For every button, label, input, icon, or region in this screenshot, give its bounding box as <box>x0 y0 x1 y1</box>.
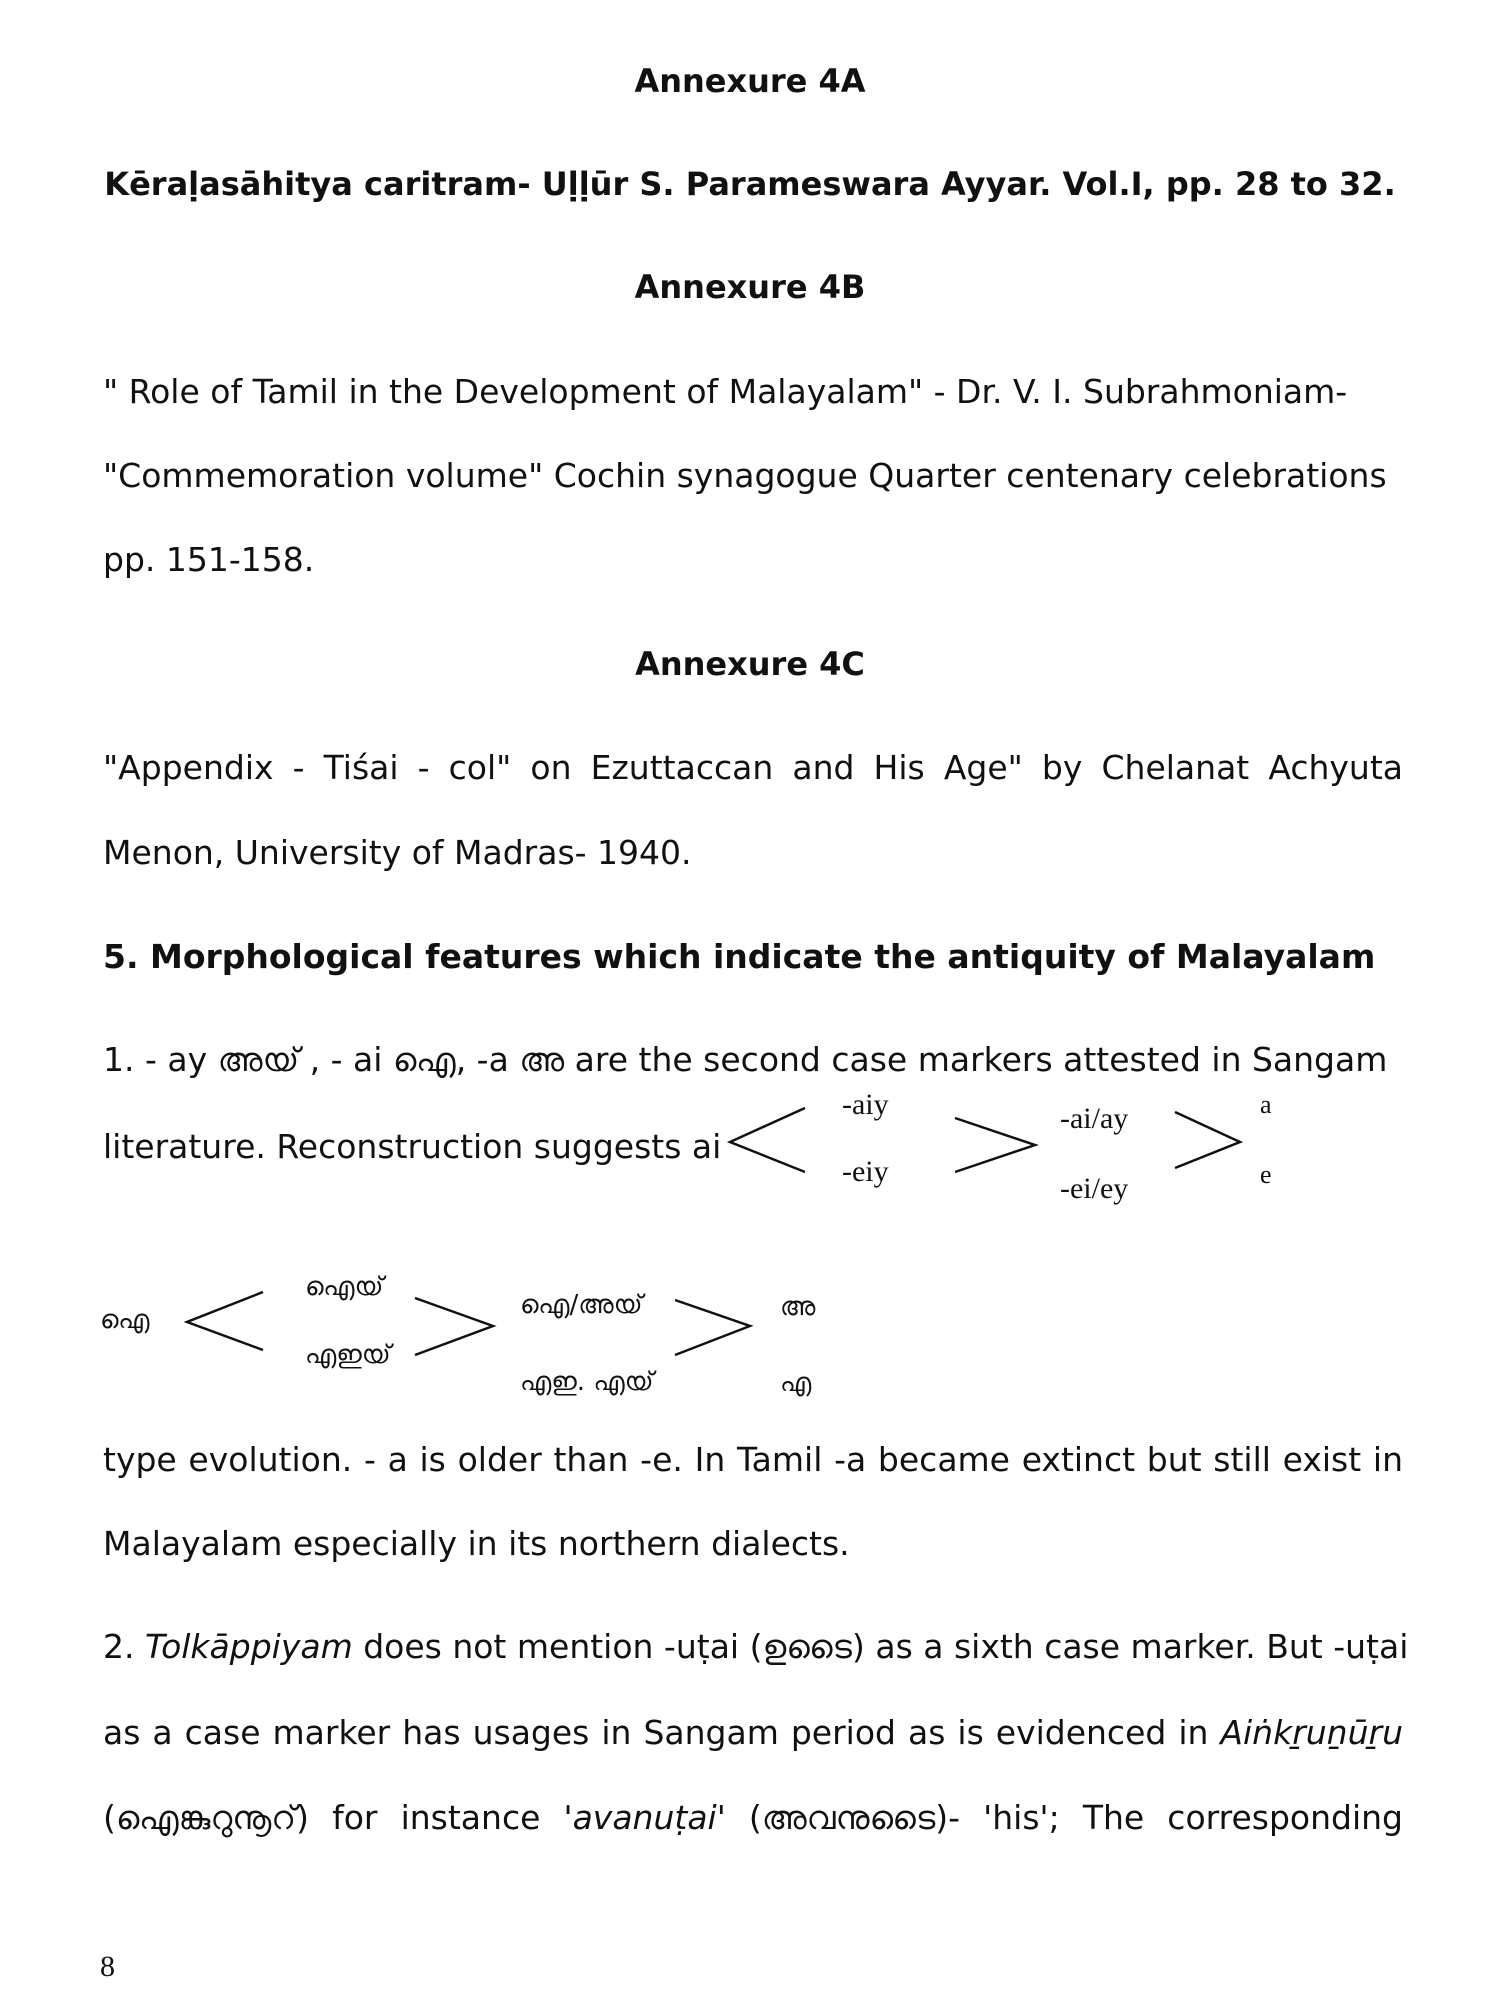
diagram-mal-upper-1: ഐയ് <box>305 1272 384 1302</box>
paragraph-2-line-3-rest: (അവനുടൈ)- 'his'; The corresponding <box>725 1798 1403 1837</box>
diagram-mal-final-e: എ <box>780 1368 812 1398</box>
paragraph-2-line-2-start: as a case marker has usages in Sangam period as is evidenced in <box>103 1713 1221 1752</box>
annexure-4a-heading: Annexure 4A <box>634 62 866 100</box>
tolkappiyam-title: Tolkāppiyam <box>144 1627 353 1666</box>
paragraph-2-line-2 <box>103 1713 1403 1752</box>
diagram-ai-ay: -ai/ay <box>1060 1102 1129 1135</box>
annexure-4c-heading: Annexure 4C <box>635 645 865 683</box>
section-5-heading: 5. Morphological features which indicate the antiquity of Malayalam <box>103 937 1376 976</box>
diagram-mal-final-a: അ <box>780 1292 816 1322</box>
malayalam-branch-2 <box>415 1298 493 1355</box>
paragraph-2-number: 2. <box>103 1627 145 1666</box>
diagram-ei-ey: -ei/ey <box>1060 1172 1129 1205</box>
diagram-mal-root: ഐ <box>100 1305 150 1335</box>
annexure-4b-line-2: "Commemoration volume" Cochin synagogue Quarter centenary celebrations <box>103 456 1387 495</box>
ainkurunuru-title: Aiṅkṟuṉūṟu <box>1220 1713 1403 1752</box>
diagram-mal-lower-1: എഇയ് <box>305 1340 391 1370</box>
diagram-mal-upper-2: ഐ/അയ് <box>520 1290 643 1320</box>
paragraph-1-line-4: Malayalam especially in its northern dialects. <box>103 1524 850 1563</box>
paragraph-1-line-3: type evolution. - a is older than -e. In Tamil -a became extinct but still exist in <box>103 1440 1403 1479</box>
paragraph-1-line-1: 1. - ay അയ് , - ai ഐ, -a അ are the second case markers attested in Sangam <box>103 1040 1388 1079</box>
diagram-final-a: a <box>1260 1090 1272 1119</box>
paragraph-2-line-3-start: (ഐങ്കുറുനൂറ്) for instance <box>103 1798 564 1837</box>
annexure-4a-citation: Kēraḷasāhitya caritram- Uḷḷūr S. Parameswara Ayyar. Vol.I, pp. 28 to 32. <box>104 165 1396 203</box>
diagram-mal-lower-2: എഇ. എയ് <box>520 1367 654 1397</box>
annexure-4c-line-2: Menon, University of Madras- 1940. <box>103 833 692 872</box>
avanutai-term: 'avanuṭai' <box>563 1798 726 1837</box>
paragraph-2-line-3 <box>103 1798 1403 1838</box>
page-number: 8 <box>100 1950 115 1983</box>
malayalam-branch-1 <box>187 1292 263 1350</box>
annexure-4b-heading: Annexure 4B <box>634 268 866 306</box>
paragraph-1-line-2: literature. Reconstruction suggests ai <box>103 1127 722 1166</box>
paragraph-2-line-1-rest: does not mention -uṭai (ഉടൈ) as a sixth case marker. But -uṭai <box>352 1627 1409 1666</box>
annexure-4c-line-1: "Appendix - Tiśai - col" on Ezuttaccan and His Age" by Chelanat Achyuta <box>103 748 1403 787</box>
paragraph-2-line-1 <box>103 1627 1409 1667</box>
malayalam-branch-3 <box>675 1300 750 1355</box>
annexure-4b-line-3: pp. 151-158. <box>103 540 315 579</box>
diagram-eiy: -eiy <box>842 1155 889 1188</box>
annexure-4b-line-1: " Role of Tamil in the Development of Malayalam" - Dr. V. I. Subrahmoniam- <box>103 372 1348 411</box>
diagram-final-e: e <box>1260 1160 1272 1189</box>
diagram-aiy: -aiy <box>842 1088 889 1121</box>
